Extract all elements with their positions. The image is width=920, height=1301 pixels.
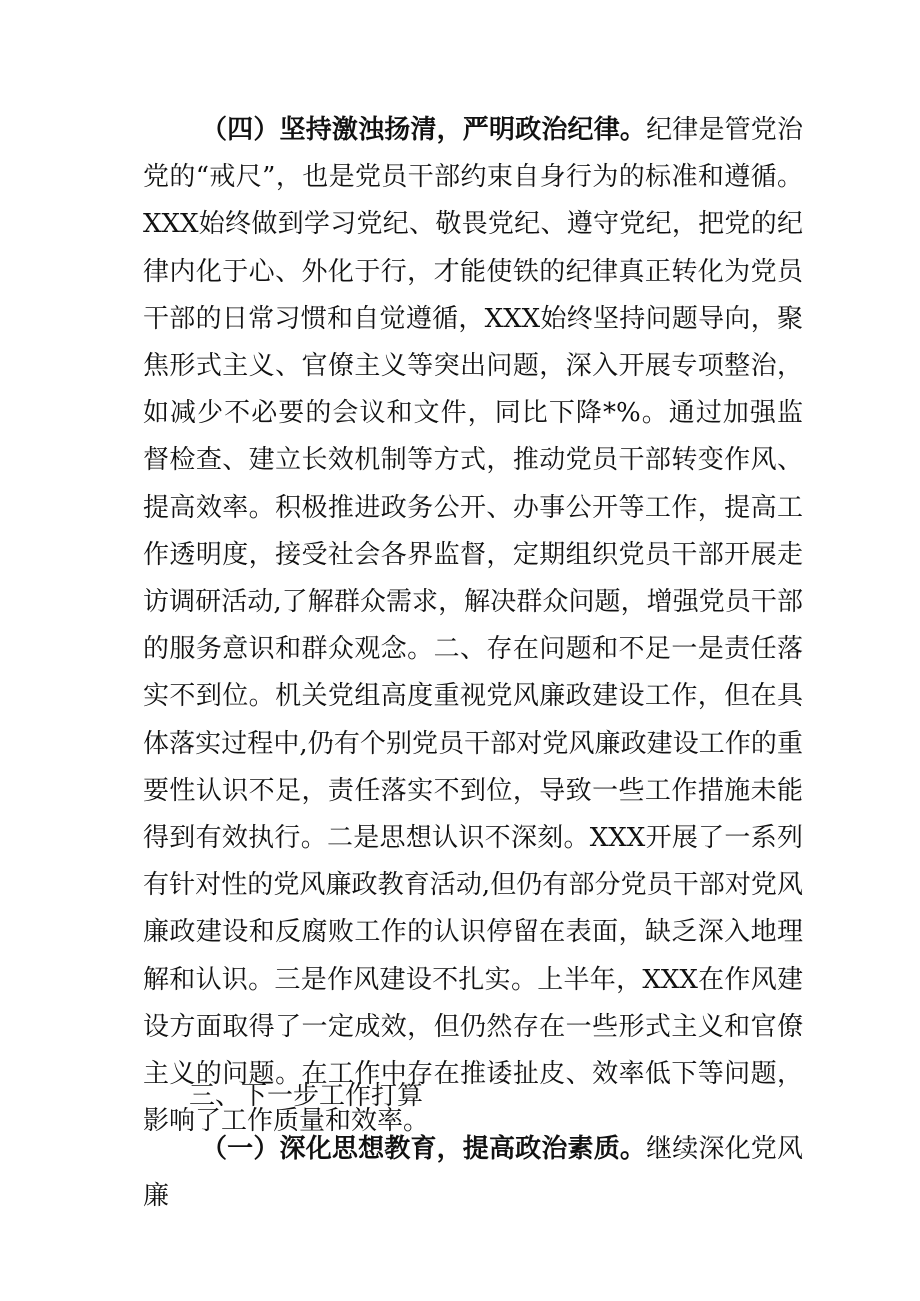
paragraph-lead: （一）深化思想教育，提高政治素质。 [201, 1134, 647, 1164]
section-heading-next-steps: 三、下一步工作打算 [189, 1081, 424, 1111]
paragraph-lead: （四）坚持激浊扬清，严明政治纪律。 [201, 115, 647, 145]
paragraph-body: 继续深化党风廉 [143, 1134, 803, 1212]
paragraph-political-discipline [143, 107, 803, 1145]
paragraph-body: 纪律是管党治党的“戒尺”，也是党员干部约束自身行为的标准和遵循。XXX始终做到学习党纪、敬畏党纪、遵守党纪，把党的纪律内化于心、外化于行，才能使铁的纪律真正转化为党员干部的日常习惯和自觉遵循，XXX始终坚持问题导向，聚焦形式主义、官僚主义等突出问题，深入开展专项整治，如减少不必要的会议和文件，同比下降*%。通过加强监督检查、建立长效机制等方式，推动党员干部转变作风、提高效率。积极推进政务公开、办事公开等工作，提高工作透明度，接受社会各界监督，定期组织党员干部开展走访调研活动,了解群众需求，解决群众问题，增强党员干部的服务意识和群众观念。二、存在问题和不足一是责任落实不到位。机关党组高度重视党风廉政建设工作，但在具体落实过程中,仍有个别党员干部对党风廉政建设工作的重要性认识不足，责任落实不到位，导致一些工作措施未能得到有效执行。二是思想认识不深刻。XXX开展了一系列有针对性的党风廉政教育活动,但仍有部分党员干部对党风廉政建设和反腐败工作的认识停留在表面，缺乏深入地理解和认识。三是作风建设不扎实。上半年，XXX在作风建设方面取得了一定成效，但仍然存在一些形式主义和官僚主义的问题。在工作中存在推诿扯皮、效率低下等问题，影响了工作质量和效率。 [143, 115, 803, 1137]
paragraph-ideological-education [143, 1126, 803, 1220]
